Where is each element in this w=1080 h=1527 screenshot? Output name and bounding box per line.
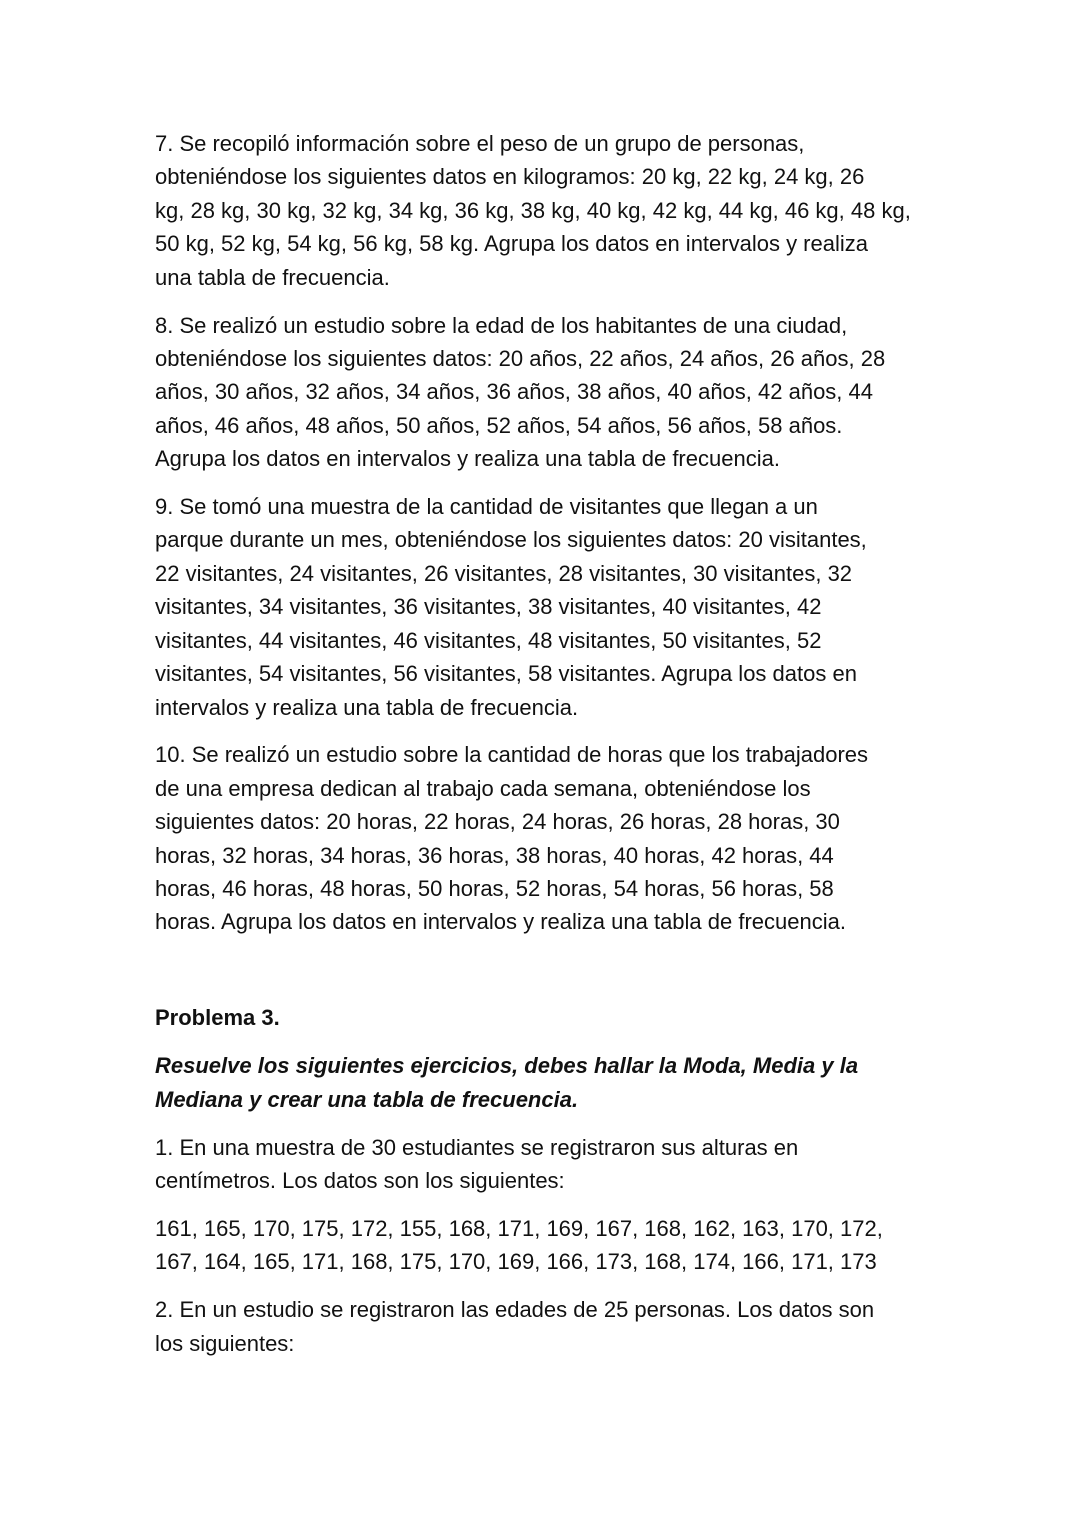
exercise-7: 7. Se recopiló información sobre el peso de un grupo de personas, obteniéndose los siguientes datos en kilogramos: 20 kg, 22 kg, 24 kg, 26 kg, 28 kg, 30 kg, 32 kg, 34 kg, 36 kg, 38 kg, 40 kg, 42 kg, 44 kg, 46 kg, 48 kg, 50 kg, 52 kg, 54 kg, 56 kg, 58 kg. Agrupa los datos en intervalos y realiza una tabla de frecuencia. [155, 131, 911, 290]
problem-title: Problema 3. [155, 1005, 280, 1031]
exercise-9: 9. Se tomó una muestra de la cantidad de visitantes que llegan a un parque durante un mes, obteniéndose los siguientes datos: 20 visitantes, 22 visitantes, 24 visitantes, 26 visitantes, 28 visitantes, 30 visitantes, 32 visitantes, 34 visitantes, 36 visitantes, 38 visitantes, 40 visitantes, 42 visitantes, 44 visitantes, 46 visitantes, 48 visitantes, 50 visitantes, 52 visitantes, 54 visitantes, 56 visitantes, 58 visitantes. Agrupa los datos en intervalos y realiza una tabla de frecuencia. [155, 494, 867, 720]
document-page [155, 127, 925, 1375]
section-spacer [155, 953, 925, 1001]
exercise-8: 8. Se realizó un estudio sobre la edad de los habitantes de una ciudad, obteniéndose los siguientes datos: 20 años, 22 años, 24 años, 26 años, 28 años, 30 años, 32 años, 34 años, 36 años, 38 años, 40 años, 42 años, 44 años, 46 años, 48 años, 50 años, 52 años, 54 años, 56 años, 58 años. Agrupa los datos en intervalos y realiza una tabla de frecuencia. [155, 312, 886, 472]
exercise-10: 10. Se realizó un estudio sobre la cantidad de horas que los trabajadores de una empresa dedican al trabajo cada semana, obteniéndose los siguientes datos: 20 horas, 22 horas, 24 horas, 26 horas, 28 horas, 30 horas, 32 horas, 34 horas, 36 horas, 38 horas, 40 horas, 42 horas, 44 horas, 46 horas, 48 horas, 50 horas, 52 horas, 54 horas, 56 horas, 58 horas. Agrupa los datos en intervalos y realiza una tabla de frecuencia. [155, 742, 869, 935]
problem-item-2: 2. En un estudio se registraron las edades de 25 personas. Los datos son los siguientes: [155, 1297, 875, 1356]
problem-item-1-data: 161, 165, 170, 175, 172, 155, 168, 171, 169, 167, 168, 162, 163, 170, 172, 167, 164, 165, 171, 168, 175, 170, 169, 166, 173, 168, 174, 166, 171, 173 [155, 1215, 883, 1275]
problem-item-1: 1. En una muestra de 30 estudiantes se registraron sus alturas en centímetros. Los datos son los siguientes: [155, 1134, 799, 1193]
problem-instruction: Resuelve los siguientes ejercicios, debes hallar la Moda, Media y la Mediana y crear una tabla de frecuencia. [155, 1053, 859, 1112]
